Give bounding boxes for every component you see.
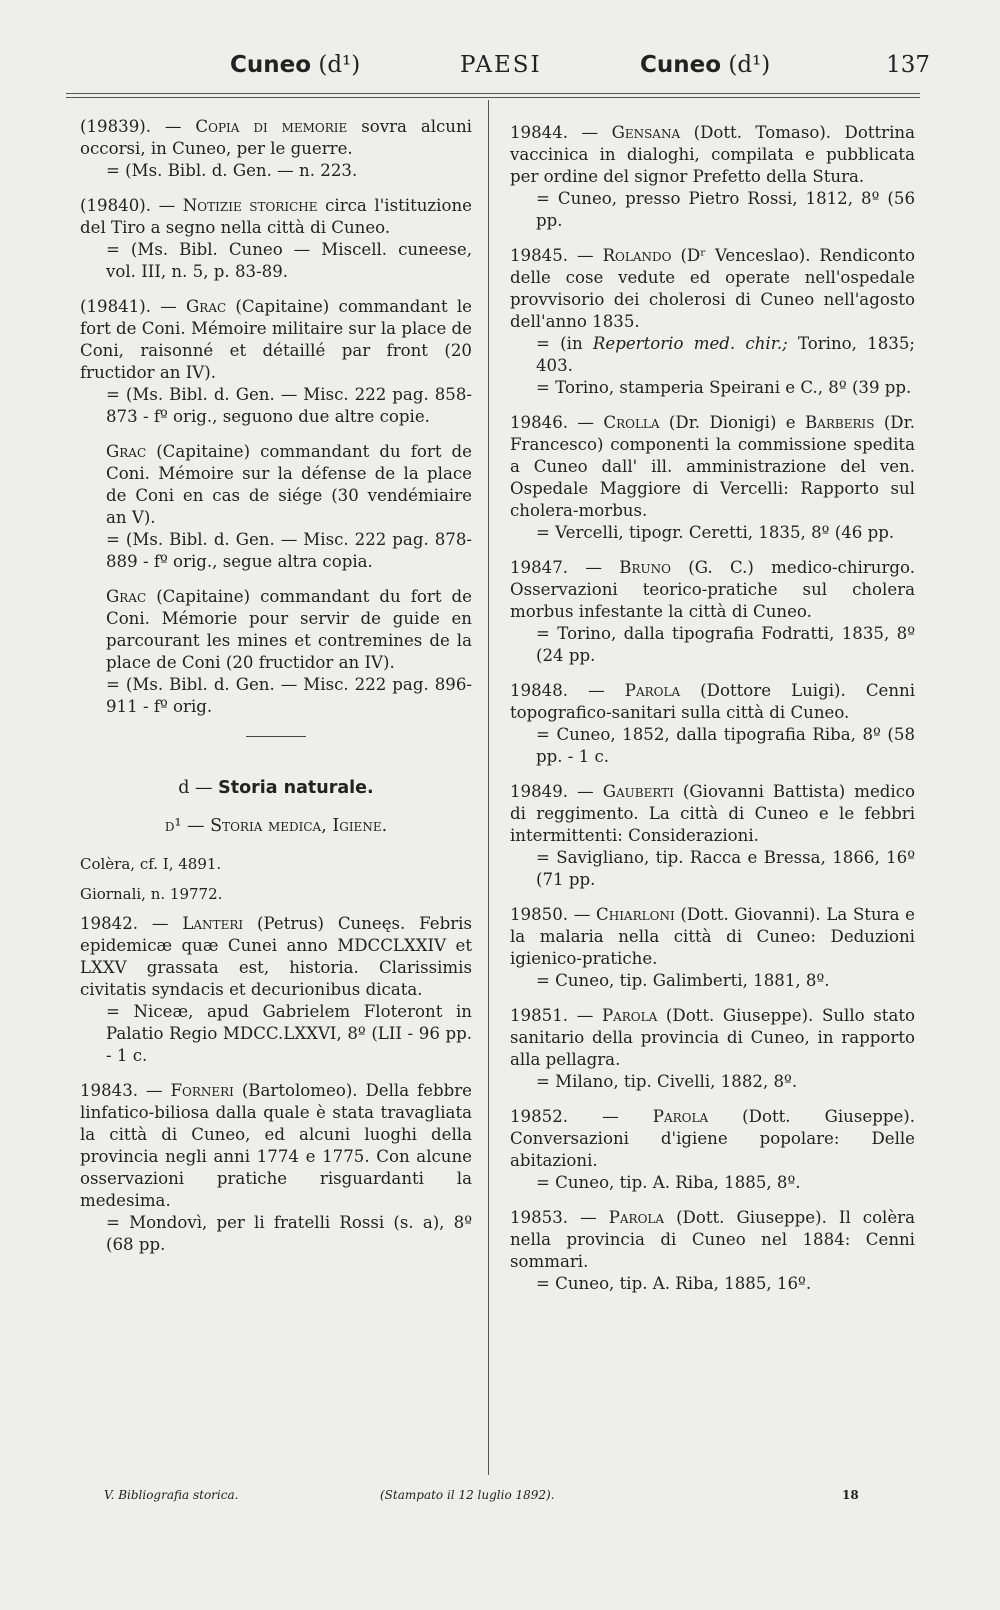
entry-19843 (80, 1080, 472, 1256)
entry-19844 (510, 122, 915, 232)
entry-19851 (510, 1005, 915, 1093)
section-heading-d: d — Storia naturale. (178, 778, 374, 798)
entry-text: 19845. — Rolando (Dʳ Venceslao). Rendiconto delle cose vedute ed operate nell'ospedale provvisorio dei cholerosi di Cuneo nell'agosto dell'anno 1835. (510, 246, 915, 331)
entry-19853 (510, 1207, 915, 1295)
entry-location: = (Ms. Bibl. d. Gen. — Misc. 222 pag. 896-911 - fº orig. (106, 675, 472, 716)
entry-text: 19844. — Gensana (Dott. Tomaso). Dottrina vaccinica in dialoghi, compilata e pubblicata per ordine del signor Prefetto della Stura. (510, 123, 915, 186)
entry-location: = Mondovì, per li fratelli Rossi (s. a), 8º (68 pp. (106, 1213, 472, 1254)
entry-location: = Cuneo, presso Pietro Rossi, 1812, 8º (56 pp. (536, 189, 915, 230)
entry-text: 19843. — Forneri (Bartolomeo). Della febbre linfatico-biliosa dalla quale è stata travagliata la città di Cuneo, ed alcuni luoghi della provincia negli anni 1774 e 1775. Con alcune osservazioni pratiche risguardanti la medesima. (80, 1081, 472, 1210)
entry-text: 19851. — Parola (Dott. Giuseppe). Sullo stato sanitario della provincia di Cuneo, in rapporto alla pellagra. (510, 1006, 915, 1069)
entry-location: = Torino, dalla tipografia Fodratti, 1835, 8º (24 pp. (536, 624, 915, 665)
entry-text: 19847. — Bruno (G. C.) medico-chirurgo. Osservazioni teorico-pratiche sul cholera morbus infestante la città di Cuneo. (510, 558, 915, 621)
entry-text: 19850. — Chiarloni (Dott. Giovanni). La Stura e la malaria nella città di Cuneo: Deduzioni igienico-pratiche. (510, 905, 915, 968)
entry-text: 19848. — Parola (Dottore Luigi). Cenni topografico-sanitari sulla città di Cuneo. (510, 681, 916, 722)
entry-19852 (510, 1106, 915, 1194)
entry-19846 (510, 412, 915, 544)
entry-text: 19853. — Parola (Dott. Giuseppe). Il colèra nella provincia di Cuneo nel 1884: Cenni sommari. (510, 1208, 916, 1271)
header-rule (66, 93, 920, 94)
entry-grac-3 (80, 586, 472, 718)
entry-text: 19842. — Lanteri (Petrus) Cuneęs. Febris epidemicæ quæ Cunei anno MDCCLXXIV et LXXV grassata est, historia. Clarissimis civitatis syndacis et decurionibus dicata. (80, 914, 472, 999)
entry-location: = Vercelli, tipogr. Ceretti, 1835, 8º (46 pp. (536, 523, 895, 542)
section-separator (246, 736, 306, 737)
entry-grac-2 (80, 441, 472, 573)
entry-location: = (Ms. Bibl. d. Gen. — n. 223. (106, 161, 358, 180)
entry-text: Grac (Capitaine) commandant du fort de Coni. Mémoire sur la défense de la place de Coni en cas de siége (30 vendémiaire an V). (106, 442, 472, 527)
entry-location: = Milano, tip. Civelli, 1882, 8º. (536, 1072, 798, 1091)
entry-19850 (510, 904, 915, 992)
entry-text: (19840). — Notizie storiche circa l'istituzione del Tiro a segno nella città di Cuneo. (80, 196, 472, 237)
left-column (80, 116, 472, 1269)
footer-signature: 18 (842, 1488, 859, 1502)
entry-19849 (510, 781, 915, 891)
entry-location: = Cuneo, tip. A. Riba, 1885, 8º. (536, 1173, 801, 1192)
footer-center: (Stampato il 12 luglio 1892). (380, 1488, 555, 1502)
entry-text: Grac (Capitaine) commandant du fort de Coni. Mémorie pour servir de guide en parcourant les mines et contremines de la place de Coni (20 fructidor an IV). (106, 587, 472, 672)
entry-19847 (510, 557, 915, 667)
right-column (510, 122, 915, 1308)
entry-19842 (80, 913, 472, 1067)
column-divider (488, 100, 489, 1475)
header-rule-double (66, 97, 920, 98)
entry-text: 19849. — Gauberti (Giovanni Battista) medico di reggimento. La città di Cuneo e le febbri intermittenti: Considerazioni. (510, 782, 915, 845)
entry-location: = Cuneo, tip. Galimberti, 1881, 8º. (536, 971, 830, 990)
page-number: 137 (886, 52, 930, 78)
entry-location: = Torino, stamperia Speirani e C., 8º (39 pp. (536, 378, 912, 397)
header-left (230, 52, 360, 78)
entry-location: = Cuneo, tip. A. Riba, 1885, 16º. (536, 1274, 812, 1293)
entry-location: = Cuneo, 1852, dalla tipografia Riba, 8º (58 pp. - 1 c. (536, 725, 915, 766)
header-right (640, 52, 770, 78)
entry-location: = (Ms. Bibl. Cuneo — Miscell. cuneese, vol. III, n. 5, p. 83-89. (106, 240, 472, 281)
header-right-section: (d¹) (721, 52, 771, 78)
footer-left: V. Bibliografia storica. (104, 1488, 239, 1502)
cross-reference: Giornali, n. 19772. (80, 885, 223, 903)
entry-text: 19852. — Parola (Dott. Giuseppe). Conversazioni d'igiene popolare: Delle abitazioni. (510, 1107, 916, 1170)
entry-text: (19839). — Copia di memorie sovra alcuni occorsi, in Cuneo, per le guerre. (80, 117, 472, 158)
entry-location: = Niceæ, apud Gabrielem Floteront in Palatio Regio MDCC.LXXVI, 8º (LII - 96 pp. - 1 c. (106, 1002, 472, 1065)
entry-19839 (80, 116, 472, 182)
running-header (60, 52, 930, 88)
header-left-place: Cuneo (230, 52, 312, 78)
section-heading-d1: d¹ — Storia medica, Igiene. (164, 816, 388, 836)
header-right-place: Cuneo (640, 52, 722, 78)
entry-19845 (510, 245, 915, 399)
header-left-section: (d¹) (311, 52, 361, 78)
entry-19841 (80, 296, 472, 428)
entry-location: = (Ms. Bibl. d. Gen. — Misc. 222 pag. 858-873 - fº orig., seguono due altre copie. (106, 385, 472, 426)
entry-19848 (510, 680, 915, 768)
entry-text: 19846. — Crolla (Dr. Dionigi) e Barberis (Dr. Francesco) componenti la commissione spedita a Cuneo dall' ill. amministrazione del ven. Ospedale Maggiore di Vercelli: Rapporto sul cholera-morbus. (510, 413, 915, 520)
entry-19840 (80, 195, 472, 283)
cross-reference: Colèra, cf. I, 4891. (80, 855, 222, 873)
header-center: PAESI (460, 52, 542, 78)
entry-location: = (in Repertorio med. chir.; Torino, 1835; 403. (536, 334, 915, 375)
entry-location: = (Ms. Bibl. d. Gen. — Misc. 222 pag. 878-889 - fº orig., segue altra copia. (106, 530, 472, 571)
entry-location: = Savigliano, tip. Racca e Bressa, 1866, 16º (71 pp. (536, 848, 915, 889)
entry-text: (19841). — Grac (Capitaine) commandant le fort de Coni. Mémoire militaire sur la place de Coni, raisonné et détaillé par front (20 fructidor an IV). (80, 297, 472, 382)
